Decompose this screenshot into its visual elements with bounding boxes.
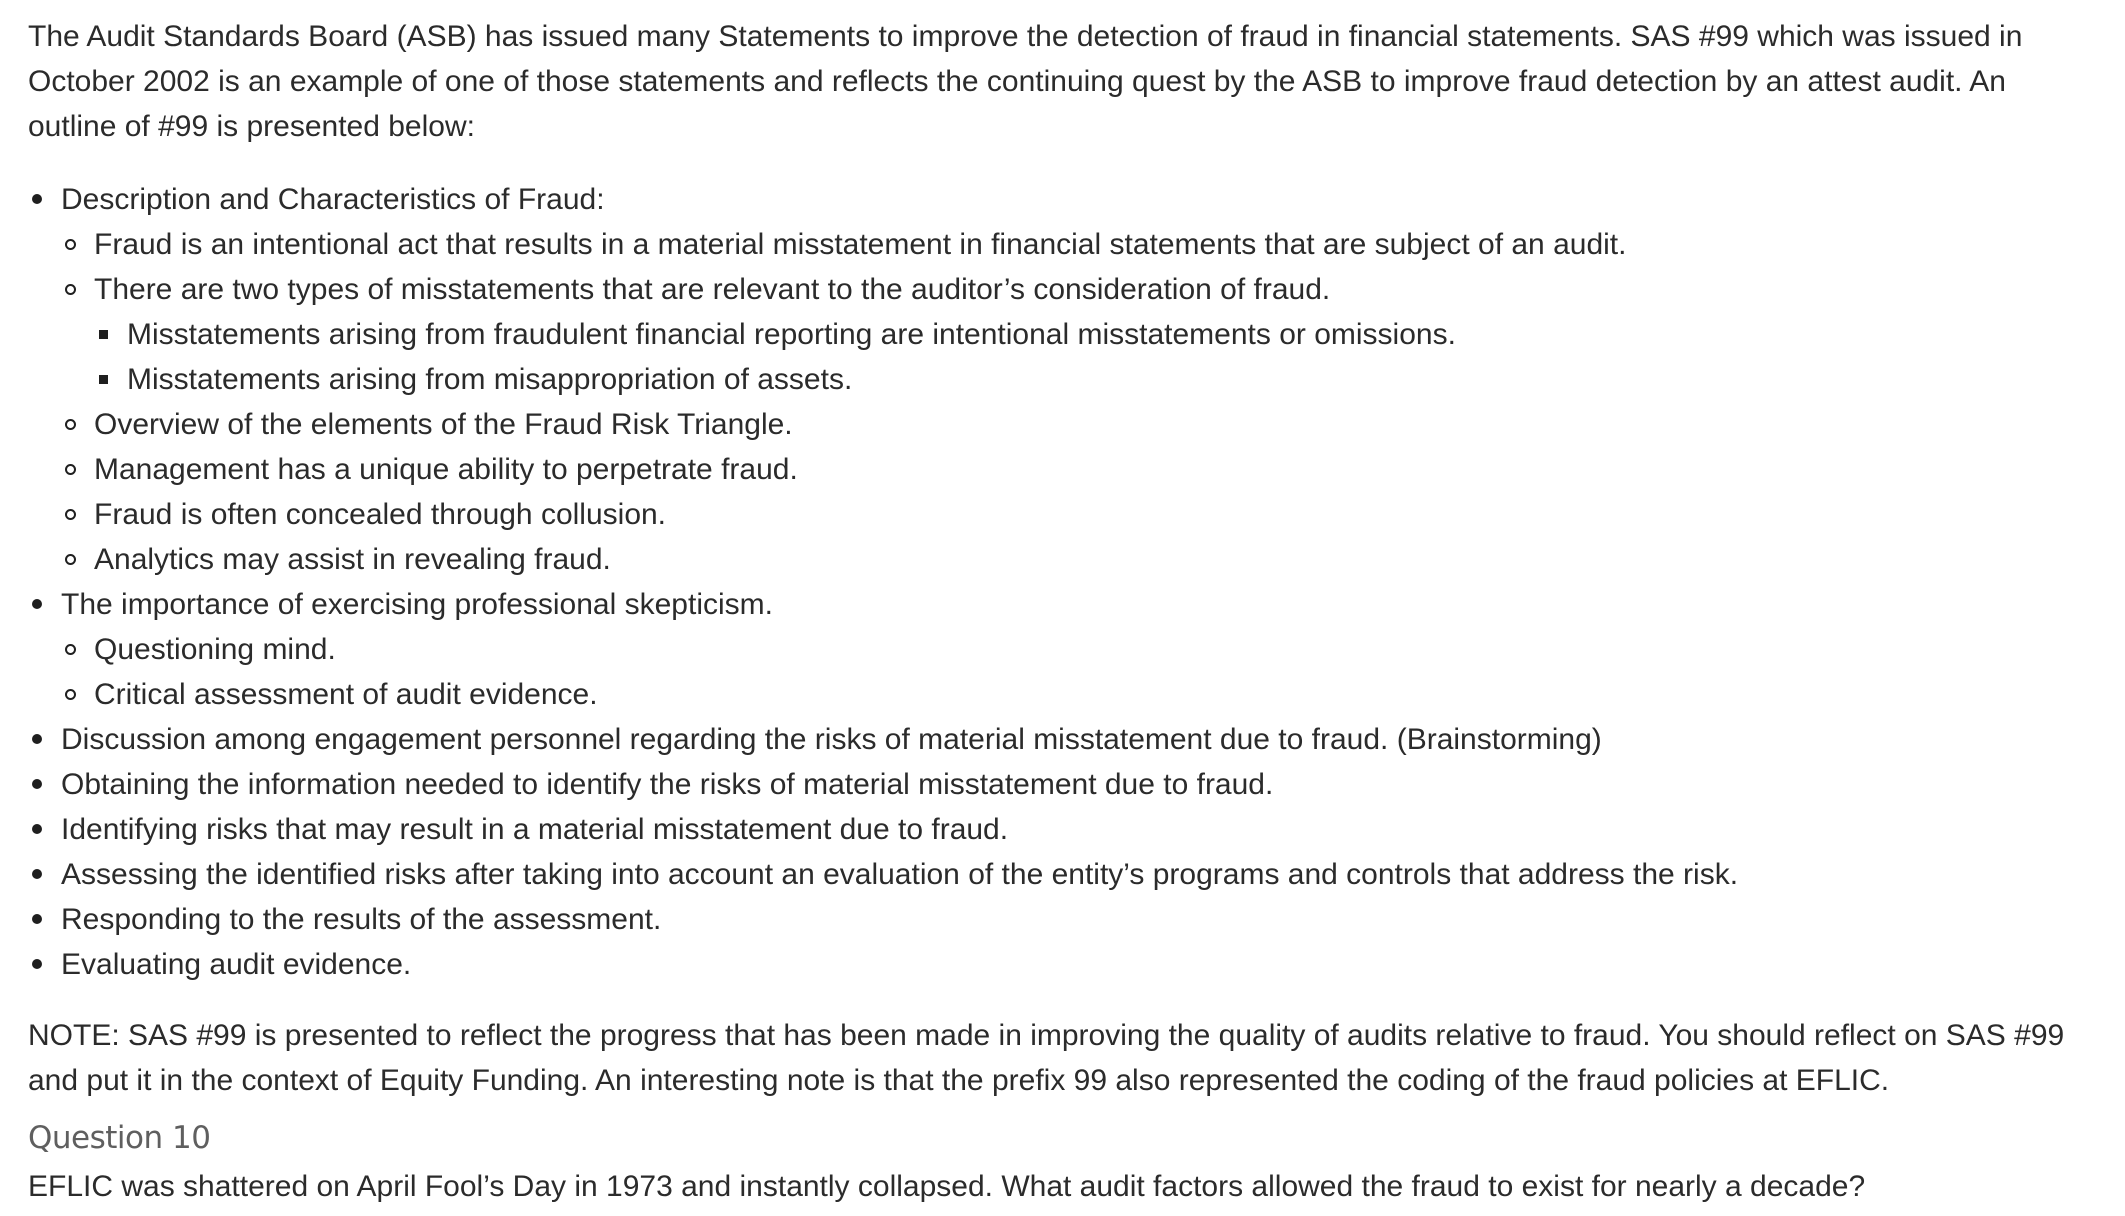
circle-bullet-icon — [65, 419, 76, 430]
question-text: EFLIC was shattered on April Fool’s Day in 1973 and instantly collapsed. What audit factors allowed the fraud to exist for nearly a decade? — [28, 1170, 1866, 1203]
list-item — [94, 357, 2098, 402]
list-item-text: Misstatements arising from misappropriation of assets. — [127, 363, 853, 396]
square-bullet-icon — [99, 375, 108, 384]
list-item — [61, 627, 2098, 672]
square-bullet-icon — [99, 330, 108, 339]
document-body — [28, 14, 2098, 1209]
circle-bullet-icon — [65, 644, 76, 655]
circle-bullet-icon — [65, 239, 76, 250]
sas99-outline-list — [28, 177, 2098, 987]
sub-list — [61, 627, 2098, 717]
list-item — [28, 762, 2098, 807]
list-item — [61, 267, 2098, 402]
list-item — [28, 177, 2098, 582]
list-item-text: Description and Characteristics of Fraud: — [61, 183, 605, 216]
list-item-text: Assessing the identified risks after taking into account an evaluation of the entity’s programs and controls that address the risk. — [61, 858, 1739, 891]
list-item — [28, 582, 2098, 717]
list-item — [28, 942, 2098, 987]
list-item-text: Misstatements arising from fraudulent financial reporting are intentional misstatements or omissions. — [127, 318, 1456, 351]
list-item-text: Obtaining the information needed to identify the risks of material misstatement due to fraud. — [61, 768, 1274, 801]
circle-bullet-icon — [65, 464, 76, 475]
list-item-text: Analytics may assist in revealing fraud. — [94, 543, 611, 576]
disc-bullet-icon — [32, 194, 42, 204]
disc-bullet-icon — [32, 779, 42, 789]
disc-bullet-icon — [32, 599, 42, 609]
list-item-text: Overview of the elements of the Fraud Risk Triangle. — [94, 408, 793, 441]
list-item — [61, 492, 2098, 537]
list-item-text: Fraud is often concealed through collusion. — [94, 498, 667, 531]
disc-bullet-icon — [32, 734, 42, 744]
list-item — [28, 852, 2098, 897]
list-item — [28, 897, 2098, 942]
list-item-text: Fraud is an intentional act that results in a material misstatement in financial statements that are subject of an audit. — [94, 228, 1627, 261]
list-item-text: Responding to the results of the assessment. — [61, 903, 662, 936]
disc-bullet-icon — [32, 824, 42, 834]
circle-bullet-icon — [65, 689, 76, 700]
list-item-text: Identifying risks that may result in a material misstatement due to fraud. — [61, 813, 1009, 846]
disc-bullet-icon — [32, 959, 42, 969]
list-item-text: The importance of exercising professional skepticism. — [61, 588, 773, 621]
sub-sub-list — [94, 312, 2098, 402]
circle-bullet-icon — [65, 554, 76, 565]
list-item — [94, 312, 2098, 357]
list-item — [61, 447, 2098, 492]
list-item — [28, 717, 2098, 762]
list-item-text: Critical assessment of audit evidence. — [94, 678, 598, 711]
note-paragraph: NOTE: SAS #99 is presented to reflect the progress that has been made in improving the quality of audits relative to fraud. You should reflect on SAS #99 and put it in the context of Equity Funding. An interesting note is that the prefix 99 also represented the coding of the fraud policies at EFLIC. — [28, 1019, 2065, 1097]
circle-bullet-icon — [65, 509, 76, 520]
sub-list — [61, 222, 2098, 582]
list-item — [61, 402, 2098, 447]
list-item-text: Evaluating audit evidence. — [61, 948, 412, 981]
list-item-text: Management has a unique ability to perpetrate fraud. — [94, 453, 798, 486]
question-heading: Question 10 — [28, 1120, 211, 1156]
list-item — [28, 807, 2098, 852]
disc-bullet-icon — [32, 914, 42, 924]
list-item-text: Discussion among engagement personnel regarding the risks of material misstatement due to fraud. (Brainstorming) — [61, 723, 1602, 756]
list-item — [61, 222, 2098, 267]
disc-bullet-icon — [32, 869, 42, 879]
list-item-text: Questioning mind. — [94, 633, 336, 666]
list-item — [61, 672, 2098, 717]
list-item — [61, 537, 2098, 582]
circle-bullet-icon — [65, 284, 76, 295]
intro-paragraph: The Audit Standards Board (ASB) has issued many Statements to improve the detection of fraud in financial statements. SAS #99 which was issued in October 2002 is an example of one of those statements and reflects the continuing quest by the ASB to improve fraud detection by an attest audit. An outline of #99 is presented below: — [28, 20, 2023, 143]
list-item-text: There are two types of misstatements that are relevant to the auditor’s consideration of fraud. — [94, 273, 1331, 306]
